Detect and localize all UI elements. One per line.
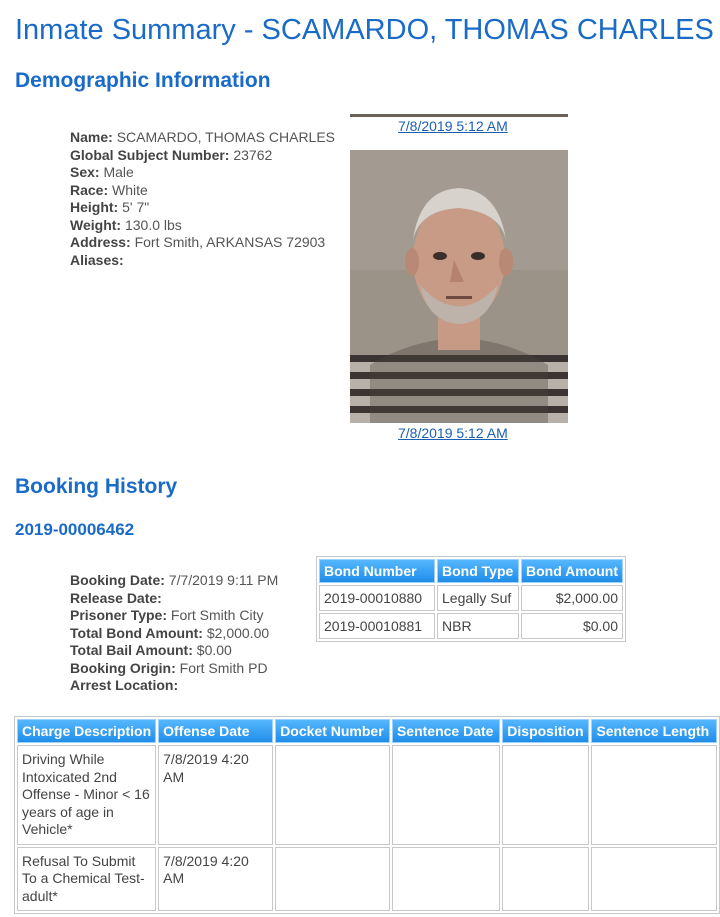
bond-amount-cell: $2,000.00 (521, 585, 623, 611)
sentence-length-cell (591, 847, 717, 912)
offense-date-cell: 7/8/2019 4:20 AM (158, 745, 273, 845)
booking-origin-row: Booking Origin: Fort Smith PD (70, 659, 268, 676)
photo-date-link-top[interactable]: 7/8/2019 5:12 AM (398, 118, 508, 134)
booking-date-row: Booking Date: 7/7/2019 9:11 PM (70, 572, 279, 588)
disposition-header: Disposition (502, 719, 589, 743)
prisoner-type-row: Prisoner Type: Fort Smith City (70, 607, 264, 623)
disposition-cell (502, 847, 589, 912)
disposition-cell (502, 745, 589, 845)
table-row (17, 745, 717, 845)
charge-description-cell: Driving While Intoxicated 2nd Offense - Minor < 16 years of age in Vehicle* (17, 745, 156, 845)
sex-row: Sex: Male (70, 164, 134, 180)
booking-number: 2019-00006462 (15, 520, 135, 539)
demographic-info (70, 129, 335, 269)
sentence-length-cell (591, 745, 717, 845)
bond-amount-header: Bond Amount (521, 559, 623, 583)
demographic-heading: Demographic Information (15, 69, 271, 92)
aliases-row: Aliases: (70, 251, 124, 268)
docket-number-cell (275, 745, 390, 845)
bond-number-cell: 2019-00010880 (319, 585, 435, 611)
race-row: Race: White (70, 181, 148, 198)
height-row: Height: 5' 7" (70, 199, 150, 215)
address-row: Address: Fort Smith, ARKANSAS 72903 (70, 234, 326, 250)
release-date-row: Release Date: (70, 589, 162, 606)
booking-history-heading: Booking History (15, 475, 178, 498)
charge-description-cell: Refusal To Submit To a Chemical Test-adult* (17, 847, 156, 912)
offense-date-header: Offense Date (158, 719, 273, 743)
photo-date-link-bottom[interactable]: 7/8/2019 5:12 AM (398, 425, 508, 441)
page-title: Inmate Summary - SCAMARDO, THOMAS CHARLES (15, 14, 714, 46)
bond-number-header: Bond Number (319, 559, 435, 583)
offense-date-cell: 7/8/2019 4:20 AM (158, 847, 273, 912)
bond-table-header-row (319, 559, 623, 583)
table-row (17, 847, 717, 912)
mugshot-photo[interactable] (350, 150, 568, 423)
table-row (319, 613, 623, 639)
docket-number-header: Docket Number (275, 719, 390, 743)
bond-type-cell: Legally Suf (437, 585, 519, 611)
arrest-location-row: Arrest Location: (70, 677, 179, 693)
bond-type-cell: NBR (437, 613, 519, 639)
sentence-date-cell (392, 745, 500, 845)
table-row (319, 585, 623, 611)
charge-description-header: Charge Description (17, 719, 156, 743)
bond-amount-cell: $0.00 (521, 613, 623, 639)
bond-type-header: Bond Type (437, 559, 519, 583)
weight-row: Weight: 130.0 lbs (70, 216, 182, 233)
sentence-date-cell (392, 847, 500, 912)
inmate-name: SCAMARDO, THOMAS CHARLES (116, 129, 336, 145)
bond-table (316, 556, 626, 642)
sentence-length-header: Sentence Length (591, 719, 717, 743)
name-row: Name: SCAMARDO, THOMAS CHARLES (70, 129, 336, 145)
sentence-date-header: Sentence Date (392, 719, 500, 743)
docket-number-cell (275, 847, 390, 912)
booking-info (70, 572, 278, 695)
total-bail-amount-row: Total Bail Amount: $0.00 (70, 642, 232, 658)
previous-photo-crop (350, 114, 568, 117)
total-bond-amount-row: Total Bond Amount: $2,000.00 (70, 624, 270, 641)
global-subject-number-row: Global Subject Number: 23762 (70, 146, 273, 163)
charge-table-header-row (17, 719, 717, 743)
charge-table (14, 716, 720, 914)
bond-number-cell: 2019-00010881 (319, 613, 435, 639)
